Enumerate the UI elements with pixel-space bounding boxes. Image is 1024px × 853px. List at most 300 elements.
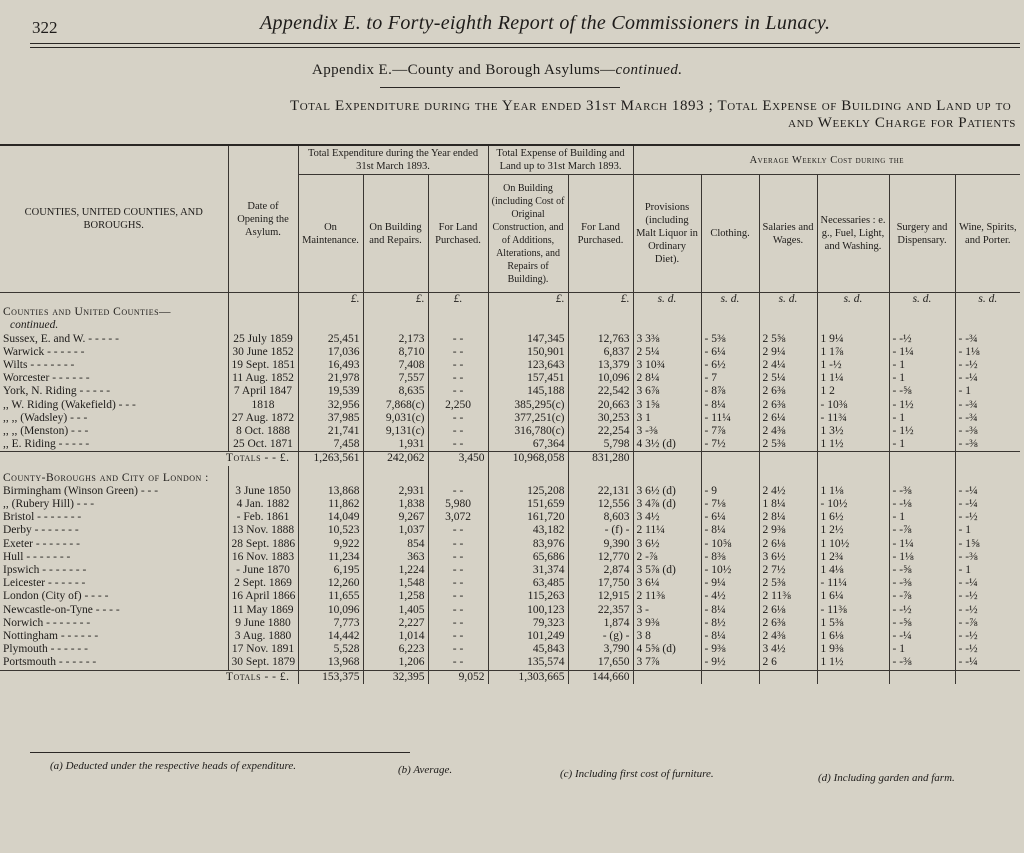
cell-sal: 3 6½ — [759, 551, 817, 564]
cell-land: - - — [428, 604, 488, 617]
cell-maint: 9,922 — [298, 538, 363, 551]
total-maint: 153,375 — [298, 670, 363, 684]
cell-land: - - — [428, 564, 488, 577]
cell-maint: 17,036 — [298, 346, 363, 359]
cell-cloth: - 10⅝ — [701, 538, 759, 551]
cell-name: Worcester - - - - - - — [3, 372, 90, 385]
page-number: 322 — [32, 18, 58, 37]
cell-name: Birmingham (Winson Green) - - - — [3, 484, 159, 497]
cell-forl: 8,603 — [568, 511, 633, 524]
cell-maint: 12,260 — [298, 577, 363, 590]
cell-land: - - — [428, 590, 488, 603]
cell-bld: 8,635 — [363, 385, 428, 398]
cell-cloth: - 11¼ — [701, 412, 759, 425]
cell-wine: - -½ — [955, 590, 1020, 603]
cell-bld: 7,557 — [363, 372, 428, 385]
cell-wine: - -¼ — [955, 498, 1020, 511]
cell-cloth: - 8⅞ — [701, 385, 759, 398]
cell-forl: - (f) - — [568, 524, 633, 537]
cell-surg: - -⅞ — [889, 524, 955, 537]
header-rule — [30, 43, 1020, 44]
cell-nec: 1 6½ — [817, 511, 889, 524]
cell-land: - - — [428, 359, 488, 372]
cell-cloth: - 9½ — [701, 656, 759, 670]
cell-surg: - -½ — [889, 604, 955, 617]
header-rule-thin — [30, 47, 1020, 48]
table-row — [0, 577, 1020, 590]
cell-forl: 12,770 — [568, 551, 633, 564]
col-provisions: Provisions (including Malt Liquor in Ordinary Diet). — [636, 202, 698, 265]
cell-bld: 9,031(c) — [363, 412, 428, 425]
table-row — [0, 511, 1020, 524]
cell-prov: 2 11⅜ — [636, 590, 665, 603]
cell-date: 17 Nov. 1891 — [228, 643, 298, 656]
unit-prov: s. d. — [657, 293, 677, 305]
cell-prov: 3 4⅞ (d) — [636, 498, 676, 511]
cell-maint: 5,528 — [298, 643, 363, 656]
cell-forl: 22,254 — [568, 425, 633, 438]
cell-date: 3 June 1850 — [228, 485, 298, 498]
total-maint: 1,263,561 — [298, 452, 363, 466]
unit-date — [228, 293, 298, 307]
unit-bld: £. — [363, 293, 428, 307]
cell-cloth: - 9¼ — [701, 577, 759, 590]
cell-cloth: - 7 — [701, 372, 759, 385]
total-land: 9,052 — [428, 670, 488, 684]
cell-date: 11 Aug. 1852 — [228, 372, 298, 385]
cell-surg: - -⅜ — [889, 656, 955, 670]
cell-bld: 1,206 — [363, 656, 428, 670]
cell-maint: 21,978 — [298, 372, 363, 385]
cell-forl: 10,096 — [568, 372, 633, 385]
expenditure-table — [0, 144, 1020, 684]
cell-nec: 1 -½ — [817, 359, 889, 372]
cell-sal: 3 4½ — [759, 643, 817, 656]
cell-nec: 1 2½ — [817, 524, 889, 537]
section-heading-text: Counties and United Counties— — [3, 306, 172, 319]
col-maintenance: On Maintenance. — [298, 175, 363, 293]
cell-nec: - 11¼ — [817, 577, 889, 590]
cell-cloth: - 8½ — [701, 617, 759, 630]
cell-bld: 1,037 — [363, 524, 428, 537]
cell-sal: 2 6⅛ — [759, 604, 817, 617]
cell-sal: 2 4¼ — [759, 359, 817, 372]
col-for-land: For Land Purchased. — [568, 175, 633, 293]
cell-wine: - -½ — [955, 643, 1020, 656]
cell-forl: 2,874 — [568, 564, 633, 577]
cell-wine: - -¼ — [955, 372, 1020, 385]
cell-prov: 3 -⅜ — [636, 425, 658, 438]
cell-surg: - 1½ — [889, 425, 955, 438]
cell-land: - - — [428, 524, 488, 537]
cell-onb: 65,686 — [488, 551, 568, 564]
cell-prov: 3 6⅞ — [636, 385, 660, 398]
cell-date: 30 June 1852 — [228, 346, 298, 359]
cell-date: 4 Jan. 1882 — [228, 498, 298, 511]
total-bld: 242,062 — [363, 452, 428, 466]
cell-land: - - — [428, 630, 488, 643]
cell-onb: 100,123 — [488, 604, 568, 617]
section-heading-row — [0, 472, 1020, 485]
cell-forl: 5,798 — [568, 438, 633, 452]
cell-maint: 7,458 — [298, 438, 363, 452]
cell-maint: 11,655 — [298, 590, 363, 603]
cell-surg: - -⅜ — [889, 485, 955, 498]
col-on-building: On Building (including Cost of Original Construction, and of Additions, Alterations, and Repairs of Building). — [488, 175, 568, 293]
cell-onb: 161,720 — [488, 511, 568, 524]
cell-prov: 2 -⅞ — [636, 550, 658, 563]
cell-cloth: - 6¼ — [701, 511, 759, 524]
cell-prov: 2 5¼ — [636, 345, 660, 358]
unit-onb: £. — [488, 293, 568, 307]
units-row — [0, 293, 1020, 307]
cell-maint: 10,523 — [298, 524, 363, 537]
cell-name: York, N. Riding - - - - - — [3, 385, 111, 398]
cell-cloth: - 9 — [701, 485, 759, 498]
cell-date: 13 Nov. 1888 — [228, 524, 298, 537]
cell-maint: 14,049 — [298, 511, 363, 524]
table-title-line2: and Weekly Charge for Patients — [788, 115, 1016, 131]
cell-date: 9 June 1880 — [228, 617, 298, 630]
cell-date: 11 May 1869 — [228, 604, 298, 617]
cell-name: ,, ,, (Menston) - - - — [3, 425, 89, 438]
cell-maint: 21,741 — [298, 425, 363, 438]
totals-row — [0, 670, 1020, 684]
section-heading-cont-row — [0, 319, 1020, 332]
col-group-weekly: Average Weekly Cost during the — [633, 145, 1020, 175]
cell-cloth: - 8¼ — [701, 399, 759, 412]
cell-onb: 79,323 — [488, 617, 568, 630]
footnote-a: (a) Deducted under the respective heads of expenditure. — [50, 760, 296, 772]
cell-onb: 150,901 — [488, 346, 568, 359]
cell-land: - - — [428, 346, 488, 359]
cell-nec: 1 1½ — [817, 656, 889, 670]
unit-wine: s. d. — [955, 293, 1020, 307]
table-row — [0, 485, 1020, 498]
cell-land: - - — [428, 577, 488, 590]
cell-surg: - 1 — [889, 643, 955, 656]
cell-bld: 1,258 — [363, 590, 428, 603]
col-counties: COUNTIES, UNITED COUNTIES, AND BOROUGHS. — [24, 207, 203, 231]
cell-maint: 7,773 — [298, 617, 363, 630]
cell-onb: 45,843 — [488, 643, 568, 656]
col-group-expense: Total Expense of Building and Land up to 31st March 1893. — [488, 145, 633, 175]
cell-forl: 17,650 — [568, 656, 633, 670]
cell-bld: 1,548 — [363, 577, 428, 590]
cell-prov: 3 8 — [636, 630, 651, 643]
cell-name: London (City of) - - - - — [3, 590, 109, 603]
cell-name: Exeter - - - - - - - — [3, 537, 80, 550]
cell-forl: 3,790 — [568, 643, 633, 656]
cell-surg: - 1 — [889, 372, 955, 385]
cell-maint: 13,968 — [298, 656, 363, 670]
cell-date: 19 Sept. 1851 — [228, 359, 298, 372]
cell-surg: - -⅞ — [889, 590, 955, 603]
table-row — [0, 438, 1020, 452]
cell-forl: 12,763 — [568, 333, 633, 346]
cell-name: Norwich - - - - - - - — [3, 616, 91, 629]
cell-wine: - 1 — [955, 385, 1020, 398]
cell-land: - - — [428, 551, 488, 564]
total-forl: 831,280 — [568, 452, 633, 466]
cell-wine: - -½ — [955, 511, 1020, 524]
cell-forl: 30,253 — [568, 412, 633, 425]
cell-date: 16 Nov. 1883 — [228, 551, 298, 564]
cell-nec: 1 1½ — [817, 438, 889, 452]
table-row — [0, 412, 1020, 425]
cell-name: Bristol - - - - - - - — [3, 511, 82, 524]
unit-name — [0, 293, 228, 307]
cell-prov: 3 1⅝ — [636, 398, 660, 411]
table-row — [0, 538, 1020, 551]
cell-prov: 3 - — [636, 603, 649, 616]
cell-surg: - -⅝ — [889, 564, 955, 577]
cell-forl: - (g) - — [568, 630, 633, 643]
table-row — [0, 564, 1020, 577]
section-heading-row — [0, 306, 1020, 319]
table-row — [0, 656, 1020, 670]
cell-nec: 1 5⅜ — [817, 617, 889, 630]
cell-date: 25 Oct. 1871 — [228, 438, 298, 452]
cell-prov: 3 5⅞ (d) — [636, 564, 676, 577]
cell-surg: - 1¼ — [889, 346, 955, 359]
cell-sal: 2 5¼ — [759, 372, 817, 385]
totals-row — [0, 452, 1020, 466]
cell-wine: - 1 — [955, 524, 1020, 537]
cell-sal: 2 4½ — [759, 485, 817, 498]
total-forl: 144,660 — [568, 670, 633, 684]
cell-wine: - -½ — [955, 604, 1020, 617]
cell-wine: - -⅜ — [955, 551, 1020, 564]
cell-wine: - -½ — [955, 359, 1020, 372]
cell-sal: 2 9¼ — [759, 346, 817, 359]
table-row — [0, 524, 1020, 537]
cell-sal: 2 5⅜ — [759, 577, 817, 590]
cell-date: 25 July 1859 — [228, 333, 298, 346]
cell-nec: 1 2¾ — [817, 551, 889, 564]
cell-forl: 17,750 — [568, 577, 633, 590]
cell-sal: 2 8¼ — [759, 511, 817, 524]
table-body — [0, 293, 1020, 684]
cell-cloth: - 9⅜ — [701, 643, 759, 656]
cell-surg: - -⅛ — [889, 498, 955, 511]
cell-bld: 7,408 — [363, 359, 428, 372]
cell-land: - - — [428, 485, 488, 498]
cell-land: - - — [428, 656, 488, 670]
cell-surg: - 1¼ — [889, 538, 955, 551]
cell-nec: 1 1⅛ — [817, 485, 889, 498]
total-bld: 32,395 — [363, 670, 428, 684]
cell-surg: - -⅜ — [889, 577, 955, 590]
cell-maint: 6,195 — [298, 564, 363, 577]
cell-wine: - 1⅛ — [955, 346, 1020, 359]
cell-sal: 2 6 — [759, 656, 817, 670]
cell-wine: - -¼ — [955, 485, 1020, 498]
cell-forl: 12,556 — [568, 498, 633, 511]
cell-maint: 10,096 — [298, 604, 363, 617]
cell-sal: 2 6⅜ — [759, 385, 817, 398]
cell-wine: - -⅜ — [955, 438, 1020, 452]
cell-bld: 6,223 — [363, 643, 428, 656]
table-row — [0, 643, 1020, 656]
cell-surg: - 1½ — [889, 399, 955, 412]
cell-date: - June 1870 — [228, 564, 298, 577]
cell-date: 1818 — [228, 399, 298, 412]
appendix-title — [312, 62, 682, 79]
cell-cloth: - 7⅛ — [701, 498, 759, 511]
appendix-title-main: Appendix E.—County and Borough Asylums— — [312, 62, 616, 78]
cell-date: 28 Sept. 1886 — [228, 538, 298, 551]
cell-bld: 7,868(c) — [363, 399, 428, 412]
cell-name: Newcastle-on-Tyne - - - - — [3, 603, 120, 616]
cell-onb: 151,659 — [488, 498, 568, 511]
unit-cloth: s. d. — [701, 293, 759, 307]
cell-onb: 157,451 — [488, 372, 568, 385]
cell-surg: - -⅝ — [889, 617, 955, 630]
cell-bld: 1,931 — [363, 438, 428, 452]
cell-land: - - — [428, 372, 488, 385]
cell-onb: 115,263 — [488, 590, 568, 603]
cell-prov: 3 9⅜ — [636, 616, 660, 629]
section-heading-continued: continued. — [10, 319, 59, 332]
cell-name: Plymouth - - - - - - — [3, 643, 88, 656]
cell-nec: - 10½ — [817, 498, 889, 511]
cell-land: - - — [428, 425, 488, 438]
cell-land: - - — [428, 412, 488, 425]
col-clothing: Clothing. — [701, 175, 759, 293]
running-head: Appendix E. to Forty-eighth Report of the Commissioners in Lunacy. — [260, 12, 831, 34]
cell-name: ,, ,, (Wadsley) - - - — [3, 411, 88, 424]
cell-land: 2,250 — [428, 399, 488, 412]
cell-nec: 1 9¼ — [817, 333, 889, 346]
cell-nec: 1 2 — [817, 385, 889, 398]
cell-land: 5,980 — [428, 498, 488, 511]
cell-sal: 2 5⅜ — [759, 438, 817, 452]
cell-nec: 1 3½ — [817, 425, 889, 438]
totals-label: Totals - - £. — [0, 452, 298, 466]
cell-name: Warwick - - - - - - — [3, 345, 85, 358]
table-row — [0, 346, 1020, 359]
cell-onb: 316,780(c) — [488, 425, 568, 438]
cell-maint: 19,539 — [298, 385, 363, 398]
cell-date: 8 Oct. 1888 — [228, 425, 298, 438]
cell-nec: 1 10½ — [817, 538, 889, 551]
cell-onb: 43,182 — [488, 524, 568, 537]
unit-surg: s. d. — [889, 293, 955, 307]
cell-onb: 63,485 — [488, 577, 568, 590]
cell-cloth: - 7⅞ — [701, 425, 759, 438]
cell-wine: - -½ — [955, 630, 1020, 643]
cell-nec: 1 4⅛ — [817, 564, 889, 577]
appendix-title-rule — [380, 87, 620, 88]
cell-cloth: - 7½ — [701, 438, 759, 452]
cell-surg: - 1 — [889, 412, 955, 425]
footnote-c: (c) Including first cost of furniture. — [560, 768, 714, 780]
cell-forl: 9,390 — [568, 538, 633, 551]
cell-forl: 22,357 — [568, 604, 633, 617]
cell-forl: 6,837 — [568, 346, 633, 359]
table-row — [0, 359, 1020, 372]
cell-bld: 2,173 — [363, 333, 428, 346]
unit-forl: £. — [568, 293, 633, 307]
col-land: For Land Purchased. — [428, 175, 488, 293]
cell-bld: 9,131(c) — [363, 425, 428, 438]
totals-label: Totals - - £. — [0, 670, 298, 684]
cell-sal: 2 4⅜ — [759, 425, 817, 438]
cell-sal: 2 6⅜ — [759, 399, 817, 412]
cell-cloth: - 4½ — [701, 590, 759, 603]
cell-date: 16 April 1866 — [228, 590, 298, 603]
cell-prov: 4 3½ (d) — [636, 438, 676, 451]
cell-wine: - -¾ — [955, 399, 1020, 412]
cell-name: ,, (Rubery Hill) - - - — [3, 498, 95, 511]
cell-surg: - 1 — [889, 438, 955, 452]
table-title-line1: Total Expenditure during the Year ended 31st March 1893 ; Total Expense of Building and Land up to — [290, 98, 1012, 114]
cell-maint: 11,234 — [298, 551, 363, 564]
cell-forl: 20,663 — [568, 399, 633, 412]
table-row — [0, 372, 1020, 385]
cell-maint: 37,985 — [298, 412, 363, 425]
cell-onb: 147,345 — [488, 333, 568, 346]
cell-onb: 135,574 — [488, 656, 568, 670]
footnote-d: (d) Including garden and farm. — [818, 772, 955, 784]
cell-bld: 2,227 — [363, 617, 428, 630]
table-row — [0, 551, 1020, 564]
cell-prov: 3 1 — [636, 411, 651, 424]
appendix-title-continued: continued. — [615, 62, 683, 78]
table-row — [0, 604, 1020, 617]
cell-name: Wilts - - - - - - - — [3, 359, 75, 372]
table-row — [0, 333, 1020, 346]
col-building: On Building and Repairs. — [363, 175, 428, 293]
cell-onb: 377,251(c) — [488, 412, 568, 425]
cell-surg: - 1 — [889, 511, 955, 524]
cell-prov: 3 7⅞ — [636, 656, 660, 669]
cell-land: - - — [428, 538, 488, 551]
cell-land: 3,072 — [428, 511, 488, 524]
cell-sal: 2 9⅜ — [759, 524, 817, 537]
cell-wine: - -⅞ — [955, 617, 1020, 630]
cell-name: Leicester - - - - - - — [3, 577, 86, 590]
cell-prov: 3 6¼ — [636, 577, 660, 590]
cell-surg: - -¼ — [889, 630, 955, 643]
cell-cloth: - 6½ — [701, 359, 759, 372]
table-title — [290, 98, 1020, 132]
cell-land: - - — [428, 333, 488, 346]
cell-bld: 854 — [363, 538, 428, 551]
section-heading — [0, 306, 228, 319]
cell-prov: 3 10¾ — [636, 359, 666, 372]
cell-name: Ipswich - - - - - - - — [3, 564, 87, 577]
table-row — [0, 385, 1020, 398]
cell-bld: 1,224 — [363, 564, 428, 577]
cell-nec: - 11⅜ — [817, 604, 889, 617]
cell-surg: - -½ — [889, 333, 955, 346]
cell-bld: 1,838 — [363, 498, 428, 511]
cell-prov: 3 4½ — [636, 511, 660, 524]
col-date: Date of Opening the Asylum. — [228, 145, 298, 293]
cell-land: - - — [428, 643, 488, 656]
cell-wine: - 1 — [955, 564, 1020, 577]
cell-cloth: - 5⅜ — [701, 333, 759, 346]
cell-name: Derby - - - - - - - — [3, 524, 79, 537]
cell-onb: 83,976 — [488, 538, 568, 551]
cell-maint: 32,956 — [298, 399, 363, 412]
cell-cloth: - 8¼ — [701, 524, 759, 537]
cell-wine: - -¼ — [955, 577, 1020, 590]
cell-name: ,, E. Riding - - - - - — [3, 438, 90, 451]
cell-forl: 22,542 — [568, 385, 633, 398]
